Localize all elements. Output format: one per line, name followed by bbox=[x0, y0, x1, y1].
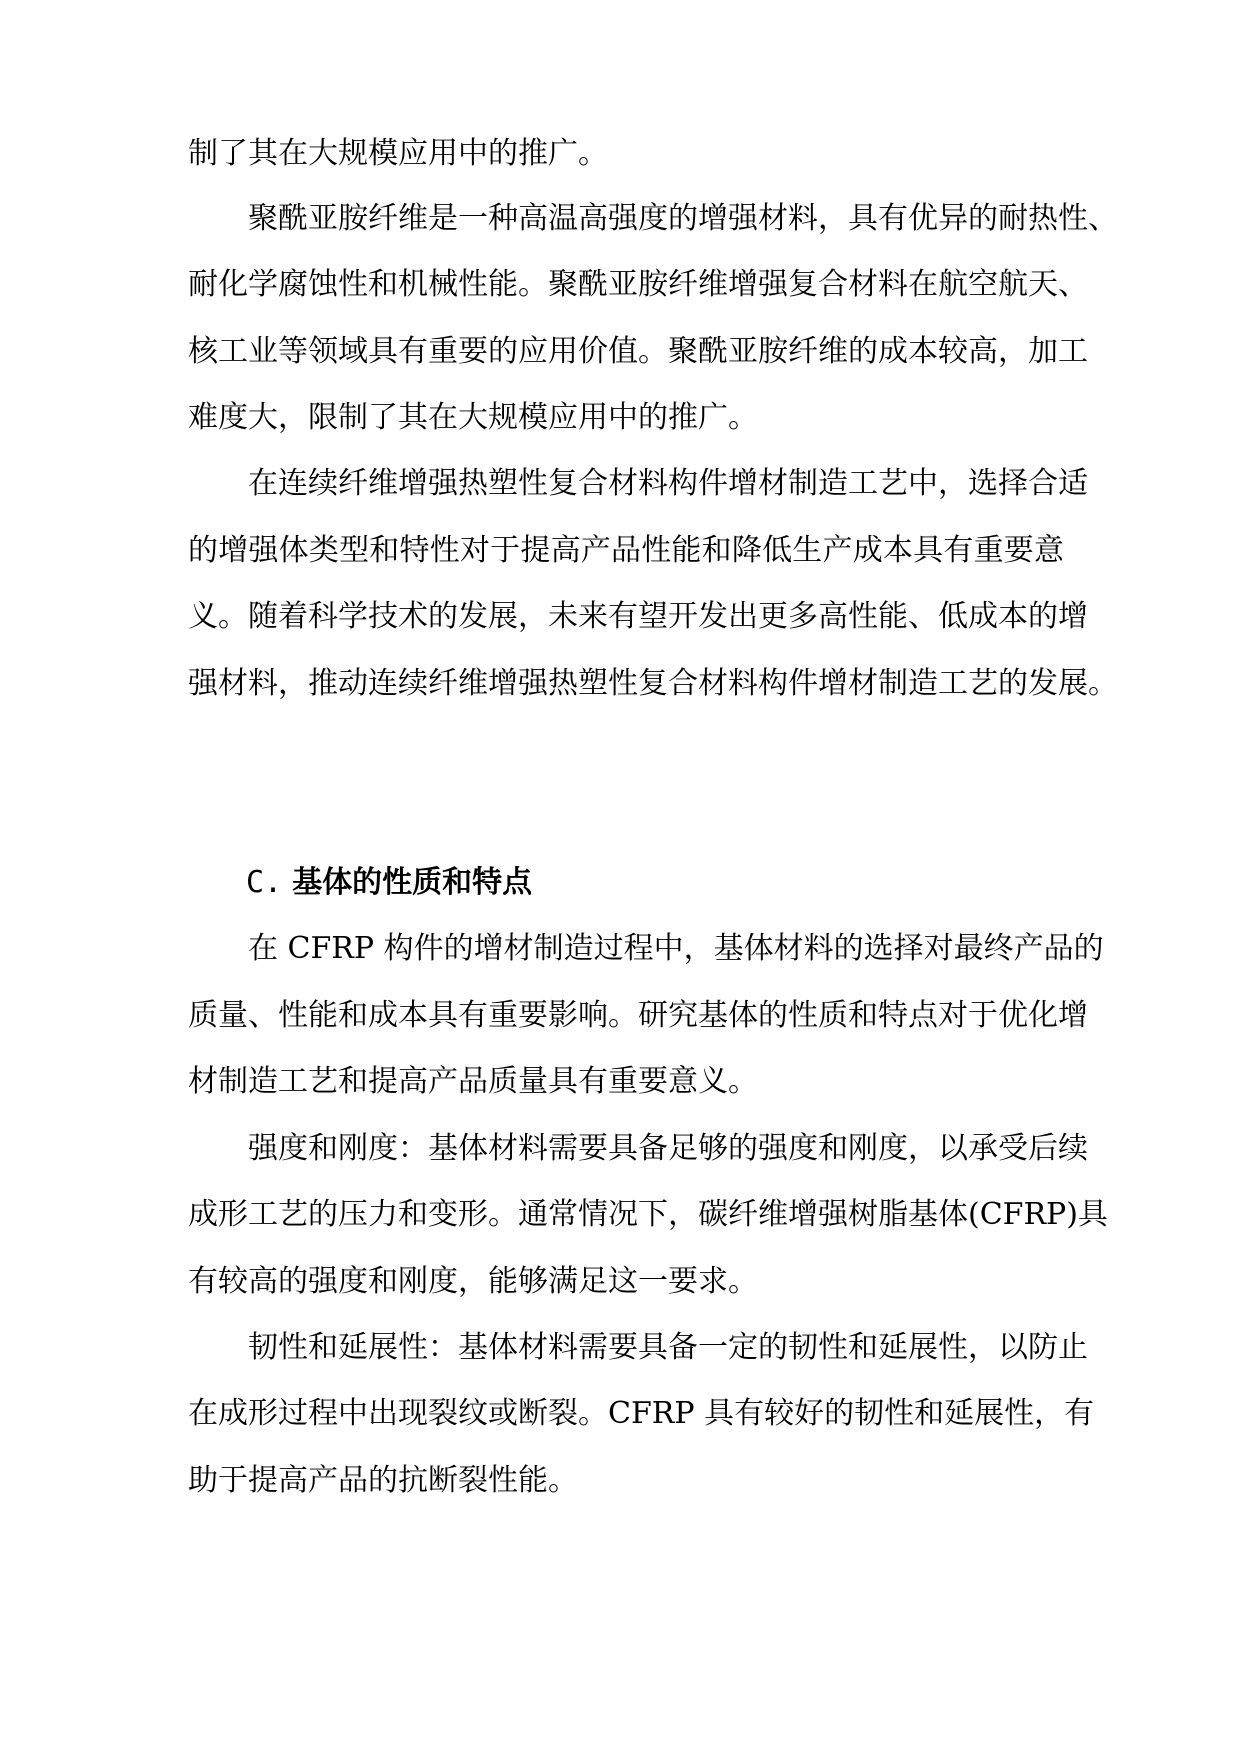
section-heading-label: C. bbox=[246, 865, 283, 900]
paragraph-6-line-1: 韧性和延展性：基体材料需要具备一定的韧性和延展性，以防止 bbox=[248, 1330, 1088, 1365]
paragraph-6-line-2: 在成形过程中出现裂纹或断裂。CFRP 具有较好的韧性和延展性，有 bbox=[188, 1396, 1095, 1431]
paragraph-3-line-4: 强材料，推动连续纤维增强热塑性复合材料构件增材制造工艺的发展。 bbox=[188, 666, 1118, 701]
paragraph-2-line-4: 难度大，限制了其在大规模应用中的推广。 bbox=[188, 400, 758, 435]
paragraph-3-line-3: 义。随着科学技术的发展，未来有望开发出更多高性能、低成本的增 bbox=[188, 599, 1088, 634]
paragraph-6-line-3: 助于提高产品的抗断裂性能。 bbox=[188, 1463, 578, 1498]
paragraph-2-line-3: 核工业等领域具有重要的应用价值。聚酰亚胺纤维的成本较高，加工 bbox=[188, 334, 1088, 369]
section-heading-title: 基体的性质和特点 bbox=[292, 865, 533, 900]
section-heading bbox=[246, 863, 532, 903]
paragraph-4-line-1: 在 CFRP 构件的增材制造过程中，基体材料的选择对最终产品的 bbox=[248, 931, 1104, 966]
paragraph-5-line-1: 强度和刚度：基体材料需要具备足够的强度和刚度，以承受后续 bbox=[248, 1131, 1088, 1166]
paragraph-5-line-2: 成形工艺的压力和变形。通常情况下，碳纤维增强树脂基体(CFRP)具 bbox=[188, 1197, 1108, 1232]
paragraph-4-line-3: 材制造工艺和提高产品质量具有重要意义。 bbox=[188, 1064, 758, 1099]
paragraph-2-line-2: 耐化学腐蚀性和机械性能。聚酰亚胺纤维增强复合材料在航空航天、 bbox=[188, 267, 1088, 302]
paragraph-3-line-1: 在连续纤维增强热塑性复合材料构件增材制造工艺中，选择合适 bbox=[248, 466, 1088, 501]
paragraph-1-line-1: 制了其在大规模应用中的推广。 bbox=[188, 136, 608, 171]
paragraph-2-line-1: 聚酰亚胺纤维是一种高温高强度的增强材料，具有优异的耐热性、 bbox=[248, 201, 1118, 236]
paragraph-3-line-2: 的增强体类型和特性对于提高产品性能和降低生产成本具有重要意 bbox=[188, 533, 1064, 568]
paragraph-5-line-3: 有较高的强度和刚度，能够满足这一要求。 bbox=[188, 1264, 758, 1299]
paragraph-4-line-2: 质量、性能和成本具有重要影响。研究基体的性质和特点对于优化增 bbox=[188, 998, 1088, 1033]
